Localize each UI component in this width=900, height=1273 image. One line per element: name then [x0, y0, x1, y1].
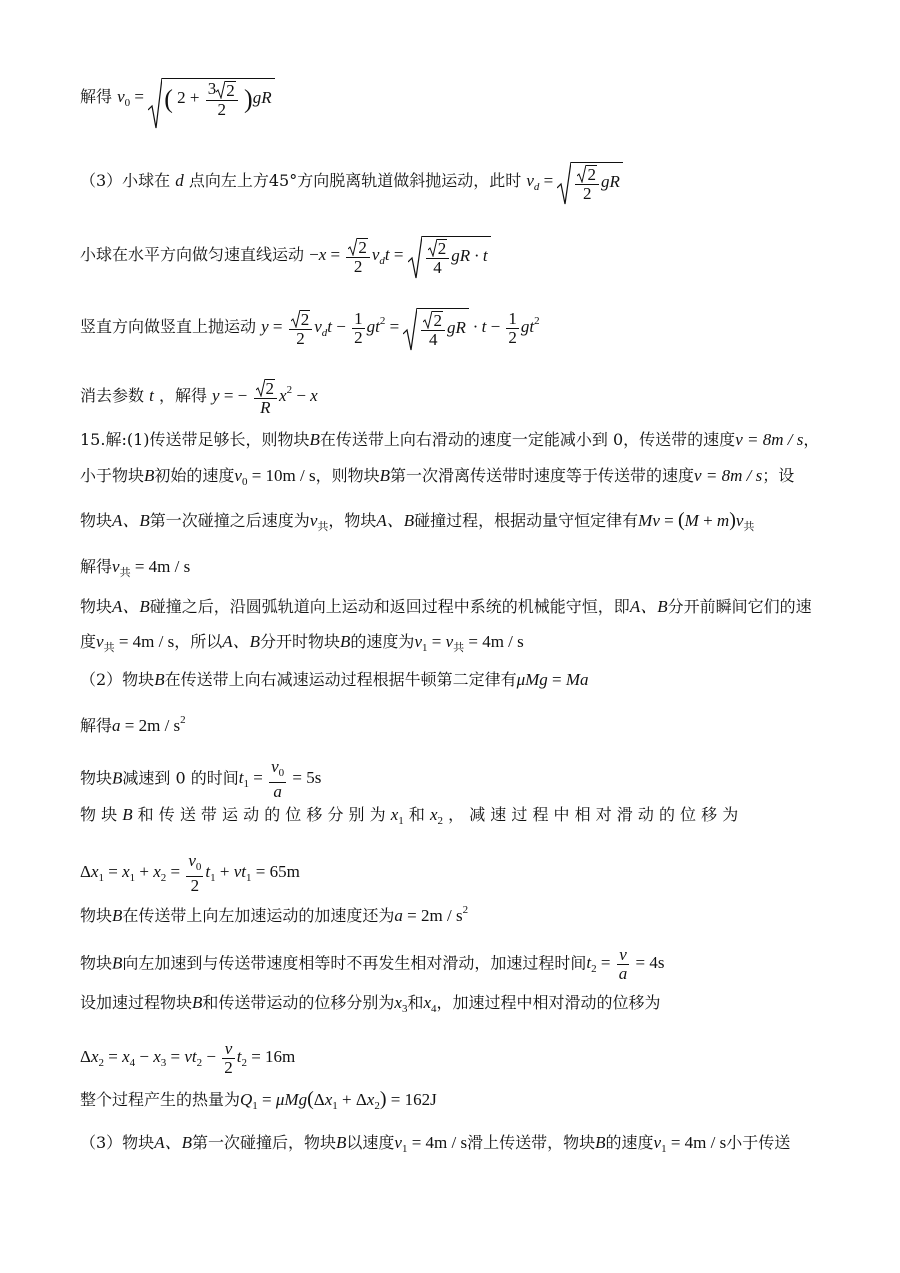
text: 小于传送 [726, 1133, 791, 1152]
text: 整个过程产生的热量为 [80, 1090, 241, 1109]
text-line-horizontal: 小球在水平方向做匀速直线运动 −x = $\frac{2}{2}$ $v_dt$ = $\frac{2}{4}$ gR · t [80, 236, 491, 277]
problem-15-line-3: 物块A、B第一次碰撞之后速度为$v_共$，物块A、B碰撞过程，根据动量守恒定律有$Mv = (M + m)v_共$ [80, 509, 755, 533]
text: ，物块 [328, 511, 377, 530]
text: 第一次碰撞之后速度为 [149, 511, 310, 530]
problem-15-line-4: 解得$v_共 = 4m / s$ [80, 557, 191, 579]
text: 物 块 [80, 805, 118, 824]
problem-15-part2-line-8: 设加速过程物块B和传送带运动的位移分别为$x_3$和$x_4$，加速过程中相对滑动的位移为 [80, 993, 661, 1015]
text-line-3: （3）小球在 d 点向左上方45°方向脱离轨道做斜抛运动，此时 $v_d$ = $\frac{2}{2}$ gR [80, 162, 623, 203]
text: 的速度 [605, 1133, 654, 1152]
symbol-B: B [112, 953, 123, 973]
symbol-B: B [122, 805, 133, 824]
text: 小于物块 [80, 466, 145, 485]
text: 和 传 送 带 运 动 的 位 移 分 别 为 [137, 805, 386, 824]
problem-15-part2-line-9: $\Delta x_2 = x_4 - x_3 = vt_2$ − $\frac{v}{2}$ $t_2 = 16m$ [80, 1039, 296, 1077]
text: 和 [407, 993, 424, 1012]
text: ，解得 [158, 386, 207, 406]
text: 第一次滑离传送带时速度等于传送带的速度 [390, 466, 695, 485]
equation-v: v = 8m / s [735, 430, 804, 449]
symbol-t: t [149, 386, 154, 406]
text: （2）物块 [80, 670, 155, 689]
symbol-AB: A、B [376, 511, 415, 530]
problem-15-line-2: 小于物块B初始的速度$v_0 = 10m / s$，则物块B第一次滑离传送带时速度等于传送带的速度v = 8m / s；设 [80, 466, 795, 488]
symbol-B: B [112, 768, 123, 788]
text: 解得 [80, 87, 113, 107]
symbol-B: B [335, 1133, 347, 1152]
text: 点向左上方45°方向脱离轨道做斜抛运动，此时 [188, 171, 522, 191]
text: 物块 [80, 953, 113, 973]
symbol-AB: A、B [629, 597, 668, 616]
text: ，则物块 [315, 466, 380, 485]
text: （3）物块 [80, 1133, 155, 1152]
problem-15-line-6: 度$v_共 = 4m / s$，所以A、B分开时物块B的速度为$v_1 = v_共 = 4m / s$ [80, 632, 524, 654]
text: 解得 [80, 557, 113, 576]
text: （3）小球在 [80, 171, 171, 191]
problem-15-part2-line-1: （2）物块B在传送带上向右减速运动过程根据牛顿第二定律有μMg = Ma [80, 670, 589, 689]
text: 初始的速度 [154, 466, 235, 485]
text: ；设 [762, 466, 795, 485]
text: 度 [80, 632, 97, 651]
text: 碰撞之后，沿圆弧轨道向上运动和返回过程中系统的机械能守恒，即 [149, 597, 630, 616]
problem-15-part2-line-6: 物块B在传送带上向左加速运动的加速度还为$a = 2m / s^2$ [80, 904, 469, 925]
sqrt-expression: ( 2 + 3 2 2 )gR [148, 78, 274, 119]
symbol-AB: A、B [154, 1133, 192, 1152]
equation-line-v0: 解得 $v_0$ = ( 2 + 3 2 2 )gR [80, 78, 275, 119]
text: 以速度 [346, 1133, 395, 1152]
text: 物块 [80, 906, 113, 925]
text: 第一次碰撞后，物块 [191, 1133, 336, 1152]
text: 向左加速到与传送带速度相等时不再发生相对滑动，加速过程时间 [122, 953, 587, 973]
problem-15-part2-line-7: 物块B向左加速到与传送带速度相等时不再发生相对滑动，加速过程时间$t_2$ = $\frac{v}{a}$ = 4s [80, 945, 665, 983]
symbol-B: B [379, 466, 391, 485]
symbol-B: B [340, 632, 351, 651]
text: 分开时物块 [260, 632, 341, 651]
problem-15-part2-line-4: 物 块 B 和 传 送 带 运 动 的 位 移 分 别 为 $x_1$ 和 $x_2$ ， 减 速 过 程 中 相 对 滑 动 的 位 移 为 [80, 805, 739, 827]
problem-15-part2-line-10: 整个过程产生的热量为$Q_1 = \mu Mg(\Delta x_1 + \Delta x_2) = 162J$ [80, 1088, 437, 1112]
symbol-B: B [309, 430, 320, 449]
problem-15-line-5 [80, 597, 812, 617]
text: 的速度为 [350, 632, 415, 651]
text: 15.解:(1)传送带足够长，则物块 [80, 430, 310, 449]
problem-15-line-1: 15.解:(1)传送带足够长，则物块B在传送带上向右滑动的速度一定能减小到 0，传送带的速度v = 8m / s， [80, 430, 820, 449]
text: 消去参数 [80, 386, 145, 406]
symbol-AB: A、B [112, 597, 150, 616]
text: 和传送带运动的位移分别为 [202, 993, 395, 1012]
text: 物块 [80, 511, 113, 530]
text: 物块 [80, 768, 113, 788]
text: 在传送带上向右滑动的速度一定能减小到 0，传送带的速度 [319, 430, 736, 449]
symbol-B: B [112, 906, 123, 925]
symbol-AB: A、B [222, 632, 261, 651]
symbol-d: d [175, 171, 184, 191]
text: 在传送带上向右减速运动过程根据牛顿第二定律有 [164, 670, 517, 689]
text: 竖直方向做竖直上抛运动 [80, 317, 257, 337]
problem-15-part3-line-1: （3）物块A、B第一次碰撞后，物块B以速度$v_1 = 4m / s$滑上传送带，物块B的速度$v_1 = 4m / s$小于传送 [80, 1133, 791, 1155]
symbol-B: B [595, 1133, 606, 1152]
text: 分开前瞬间它们的速 [667, 597, 812, 616]
text: 滑上传送带，物块 [467, 1133, 596, 1152]
text-line-vertical: 竖直方向做竖直上抛运动 y = $\frac{2}{2}$ $v_dt$ − $\frac{1}{2}$ $gt^2$ = $\frac{2}{4}$ gR · t − $\frac{1}{2}$ $gt^2$ [80, 308, 540, 349]
symbol-B: B [154, 670, 165, 689]
problem-15-part2-line-2: 解得$a = 2m / s^2$ [80, 714, 186, 735]
symbol-AB: A、B [112, 511, 150, 530]
problem-15-part2-line-5: $\Delta x_1 = x_1 + x_2$ = $\frac{v_0}{2}$ $t_1 + vt_1 = 65m$ [80, 851, 300, 895]
equation-v: v = 8m / s [694, 466, 763, 485]
symbol-B: B [144, 466, 155, 485]
text: ，加速过程中相对滑动的位移为 [436, 993, 661, 1012]
text: 碰撞过程，根据动量守恒定律有 [414, 511, 639, 530]
text: 和 [408, 805, 425, 824]
text: 在传送带上向左加速运动的加速度还为 [122, 906, 395, 925]
text: 减速到 0 的时间 [122, 768, 239, 788]
problem-15-part2-line-3: 物块B减速到 0 的时间$t_1$ = $\frac{v_0}{a}$ = 5s [80, 757, 322, 801]
text-line-eliminate: 消去参数 t ，解得 y = − $\frac{2}{R}$ $x^2 - x$ [80, 378, 318, 417]
symbol-B: B [192, 993, 203, 1012]
text: 设加速过程物块 [80, 993, 193, 1012]
text: 小球在水平方向做匀速直线运动 [80, 245, 305, 265]
text: ， 减 速 过 程 中 相 对 滑 动 的 位 移 为 [448, 805, 739, 824]
text: 解得 [80, 716, 113, 735]
text: 物块 [80, 597, 113, 616]
text: ，所以 [174, 632, 223, 651]
